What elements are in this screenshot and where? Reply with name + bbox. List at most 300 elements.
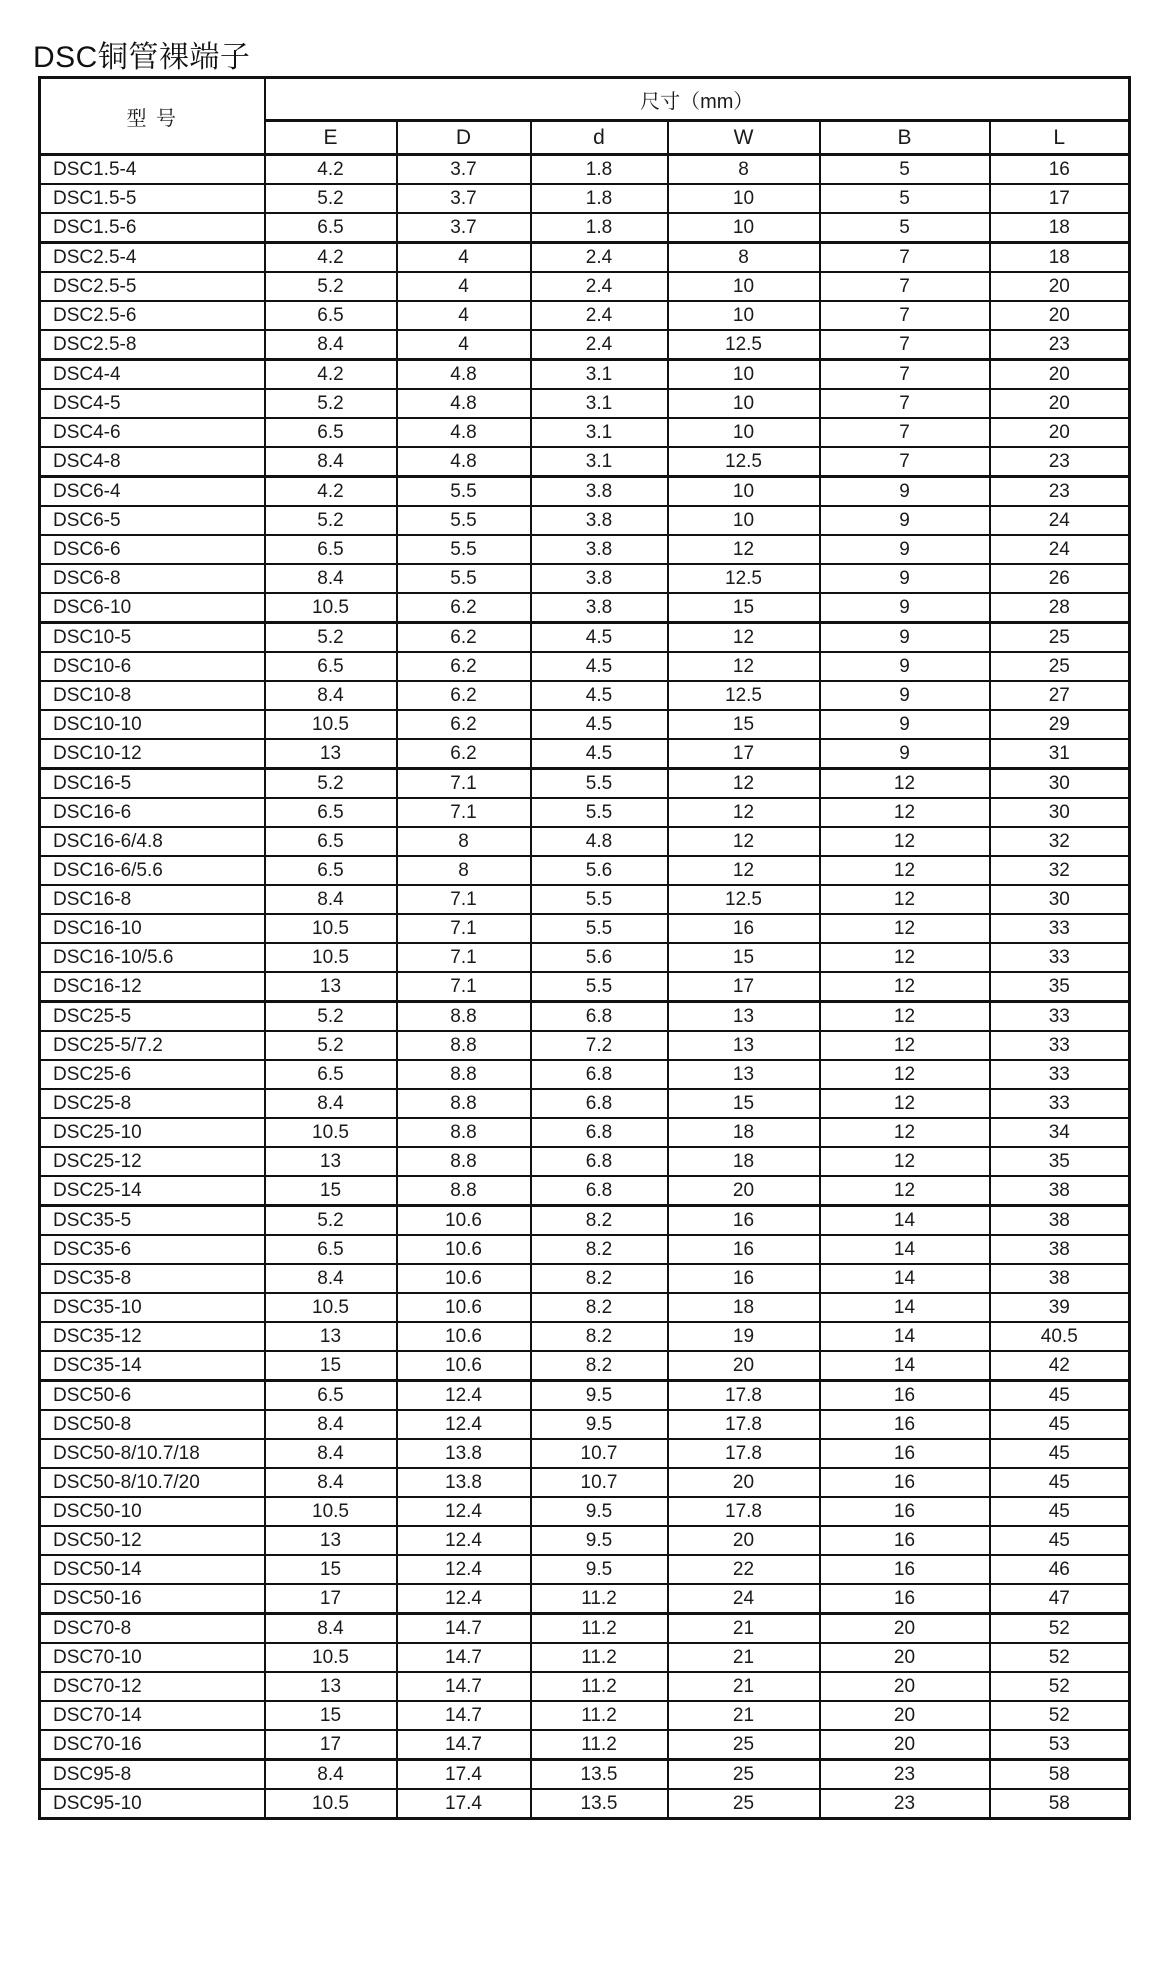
value-cell-L: 35 <box>990 972 1130 1002</box>
value-cell-E: 13 <box>265 1322 397 1351</box>
table-row <box>40 943 1130 972</box>
value-cell-L: 47 <box>990 1584 1130 1614</box>
value-cell-d: 6.8 <box>531 1002 668 1032</box>
value-cell-D: 3.7 <box>397 155 531 185</box>
value-cell-D: 8.8 <box>397 1147 531 1176</box>
value-cell-E: 4.2 <box>265 360 397 390</box>
table-row <box>40 1381 1130 1411</box>
value-cell-D: 10.6 <box>397 1293 531 1322</box>
table-row <box>40 1060 1130 1089</box>
value-cell-W: 10 <box>668 477 820 507</box>
model-cell: DSC35-6 <box>40 1235 265 1264</box>
table-row <box>40 272 1130 301</box>
value-cell-d: 11.2 <box>531 1701 668 1730</box>
value-cell-E: 6.5 <box>265 418 397 447</box>
value-cell-L: 35 <box>990 1147 1130 1176</box>
model-cell: DSC1.5-5 <box>40 184 265 213</box>
value-cell-D: 10.6 <box>397 1206 531 1236</box>
value-cell-W: 17.8 <box>668 1381 820 1411</box>
model-cell: DSC35-8 <box>40 1264 265 1293</box>
value-cell-L: 24 <box>990 506 1130 535</box>
table-row <box>40 885 1130 914</box>
table-body <box>40 155 1130 1819</box>
value-cell-B: 20 <box>820 1672 990 1701</box>
table-row <box>40 1468 1130 1497</box>
value-cell-B: 5 <box>820 184 990 213</box>
value-cell-W: 17.8 <box>668 1497 820 1526</box>
table-row <box>40 1235 1130 1264</box>
model-cell: DSC50-8/10.7/20 <box>40 1468 265 1497</box>
value-cell-D: 8.8 <box>397 1060 531 1089</box>
value-cell-D: 12.4 <box>397 1555 531 1584</box>
dimensions-group-header: 尺寸（mm） <box>265 78 1130 121</box>
table-row <box>40 1701 1130 1730</box>
value-cell-d: 3.8 <box>531 477 668 507</box>
model-cell: DSC4-5 <box>40 389 265 418</box>
model-cell: DSC4-4 <box>40 360 265 390</box>
value-cell-E: 10.5 <box>265 593 397 623</box>
value-cell-B: 14 <box>820 1351 990 1381</box>
value-cell-d: 9.5 <box>531 1526 668 1555</box>
value-cell-D: 4 <box>397 301 531 330</box>
value-cell-B: 20 <box>820 1730 990 1760</box>
model-cell: DSC16-12 <box>40 972 265 1002</box>
value-cell-E: 6.5 <box>265 1381 397 1411</box>
value-cell-E: 4.2 <box>265 155 397 185</box>
table-row <box>40 593 1130 623</box>
value-cell-D: 8.8 <box>397 1031 531 1060</box>
table-row <box>40 1031 1130 1060</box>
value-cell-E: 6.5 <box>265 798 397 827</box>
table-row <box>40 1147 1130 1176</box>
value-cell-E: 13 <box>265 1147 397 1176</box>
table-row <box>40 1643 1130 1672</box>
value-cell-E: 8.4 <box>265 1439 397 1468</box>
table-row <box>40 1526 1130 1555</box>
value-cell-W: 21 <box>668 1672 820 1701</box>
value-cell-L: 23 <box>990 330 1130 360</box>
table-row <box>40 418 1130 447</box>
value-cell-d: 5.6 <box>531 856 668 885</box>
value-cell-B: 5 <box>820 155 990 185</box>
table-row <box>40 564 1130 593</box>
value-cell-B: 16 <box>820 1584 990 1614</box>
value-cell-E: 6.5 <box>265 827 397 856</box>
value-cell-W: 8 <box>668 243 820 273</box>
value-cell-d: 3.1 <box>531 389 668 418</box>
value-cell-D: 8.8 <box>397 1002 531 1032</box>
value-cell-D: 12.4 <box>397 1381 531 1411</box>
value-cell-E: 8.4 <box>265 681 397 710</box>
value-cell-L: 25 <box>990 652 1130 681</box>
table-row <box>40 914 1130 943</box>
value-cell-L: 33 <box>990 1031 1130 1060</box>
value-cell-D: 5.5 <box>397 477 531 507</box>
value-cell-L: 18 <box>990 243 1130 273</box>
value-cell-W: 15 <box>668 593 820 623</box>
value-cell-d: 3.8 <box>531 564 668 593</box>
table-row <box>40 1176 1130 1206</box>
value-cell-d: 6.8 <box>531 1147 668 1176</box>
value-cell-B: 9 <box>820 710 990 739</box>
value-cell-L: 30 <box>990 885 1130 914</box>
table-row <box>40 330 1130 360</box>
value-cell-W: 21 <box>668 1643 820 1672</box>
value-cell-L: 42 <box>990 1351 1130 1381</box>
value-cell-E: 6.5 <box>265 213 397 243</box>
value-cell-D: 7.1 <box>397 972 531 1002</box>
value-cell-E: 10.5 <box>265 1293 397 1322</box>
table-row <box>40 652 1130 681</box>
value-cell-B: 7 <box>820 272 990 301</box>
model-cell: DSC10-5 <box>40 623 265 653</box>
value-cell-W: 12 <box>668 535 820 564</box>
value-cell-d: 11.2 <box>531 1672 668 1701</box>
value-cell-D: 14.7 <box>397 1672 531 1701</box>
value-cell-D: 6.2 <box>397 593 531 623</box>
value-cell-E: 6.5 <box>265 301 397 330</box>
value-cell-E: 8.4 <box>265 1264 397 1293</box>
value-cell-W: 12.5 <box>668 447 820 477</box>
value-cell-D: 4 <box>397 330 531 360</box>
value-cell-W: 20 <box>668 1351 820 1381</box>
value-cell-D: 8 <box>397 827 531 856</box>
value-cell-B: 16 <box>820 1381 990 1411</box>
value-cell-L: 38 <box>990 1206 1130 1236</box>
value-cell-W: 10 <box>668 506 820 535</box>
value-cell-E: 17 <box>265 1584 397 1614</box>
value-cell-W: 19 <box>668 1322 820 1351</box>
value-cell-d: 1.8 <box>531 213 668 243</box>
value-cell-L: 46 <box>990 1555 1130 1584</box>
value-cell-d: 8.2 <box>531 1322 668 1351</box>
value-cell-W: 18 <box>668 1293 820 1322</box>
value-cell-B: 16 <box>820 1497 990 1526</box>
value-cell-L: 31 <box>990 739 1130 769</box>
table-row <box>40 623 1130 653</box>
value-cell-B: 23 <box>820 1760 990 1790</box>
value-cell-D: 4.8 <box>397 389 531 418</box>
value-cell-W: 12 <box>668 652 820 681</box>
value-cell-B: 9 <box>820 564 990 593</box>
value-cell-L: 33 <box>990 1060 1130 1089</box>
model-cell: DSC25-5/7.2 <box>40 1031 265 1060</box>
value-cell-L: 33 <box>990 1002 1130 1032</box>
value-cell-B: 12 <box>820 1031 990 1060</box>
value-cell-L: 45 <box>990 1410 1130 1439</box>
table-row <box>40 1351 1130 1381</box>
value-cell-E: 8.4 <box>265 330 397 360</box>
model-cell: DSC6-8 <box>40 564 265 593</box>
column-header-E: E <box>265 121 397 155</box>
model-cell: DSC50-12 <box>40 1526 265 1555</box>
model-cell: DSC70-16 <box>40 1730 265 1760</box>
value-cell-d: 11.2 <box>531 1643 668 1672</box>
value-cell-D: 3.7 <box>397 213 531 243</box>
value-cell-E: 5.2 <box>265 1031 397 1060</box>
model-cell: DSC16-6/5.6 <box>40 856 265 885</box>
value-cell-d: 8.2 <box>531 1293 668 1322</box>
value-cell-B: 12 <box>820 914 990 943</box>
value-cell-E: 5.2 <box>265 769 397 799</box>
value-cell-d: 2.4 <box>531 243 668 273</box>
value-cell-B: 9 <box>820 535 990 564</box>
value-cell-B: 12 <box>820 827 990 856</box>
value-cell-B: 14 <box>820 1264 990 1293</box>
value-cell-L: 20 <box>990 272 1130 301</box>
table-row <box>40 972 1130 1002</box>
value-cell-d: 10.7 <box>531 1439 668 1468</box>
value-cell-E: 10.5 <box>265 914 397 943</box>
value-cell-W: 15 <box>668 710 820 739</box>
table-row <box>40 710 1130 739</box>
column-header-d: d <box>531 121 668 155</box>
value-cell-d: 8.2 <box>531 1264 668 1293</box>
model-cell: DSC6-5 <box>40 506 265 535</box>
value-cell-W: 12.5 <box>668 564 820 593</box>
model-cell: DSC6-6 <box>40 535 265 564</box>
value-cell-d: 3.8 <box>531 593 668 623</box>
value-cell-W: 21 <box>668 1701 820 1730</box>
value-cell-B: 7 <box>820 360 990 390</box>
value-cell-d: 2.4 <box>531 330 668 360</box>
value-cell-L: 52 <box>990 1643 1130 1672</box>
value-cell-d: 5.5 <box>531 798 668 827</box>
value-cell-W: 24 <box>668 1584 820 1614</box>
value-cell-L: 16 <box>990 155 1130 185</box>
value-cell-d: 2.4 <box>531 301 668 330</box>
value-cell-D: 4.8 <box>397 447 531 477</box>
value-cell-W: 16 <box>668 1235 820 1264</box>
model-cell: DSC4-8 <box>40 447 265 477</box>
value-cell-L: 45 <box>990 1497 1130 1526</box>
value-cell-E: 10.5 <box>265 1789 397 1819</box>
model-cell: DSC70-8 <box>40 1614 265 1644</box>
model-cell: DSC70-12 <box>40 1672 265 1701</box>
value-cell-d: 6.8 <box>531 1118 668 1147</box>
value-cell-B: 9 <box>820 593 990 623</box>
model-cell: DSC16-6/4.8 <box>40 827 265 856</box>
value-cell-E: 8.4 <box>265 1410 397 1439</box>
value-cell-d: 13.5 <box>531 1760 668 1790</box>
model-cell: DSC10-10 <box>40 710 265 739</box>
value-cell-d: 3.8 <box>531 535 668 564</box>
value-cell-L: 33 <box>990 1089 1130 1118</box>
value-cell-W: 13 <box>668 1002 820 1032</box>
value-cell-B: 16 <box>820 1439 990 1468</box>
model-cell: DSC50-6 <box>40 1381 265 1411</box>
value-cell-D: 6.2 <box>397 710 531 739</box>
value-cell-L: 52 <box>990 1701 1130 1730</box>
value-cell-W: 16 <box>668 914 820 943</box>
value-cell-L: 33 <box>990 943 1130 972</box>
value-cell-E: 6.5 <box>265 1235 397 1264</box>
value-cell-d: 10.7 <box>531 1468 668 1497</box>
value-cell-W: 17.8 <box>668 1439 820 1468</box>
value-cell-L: 33 <box>990 914 1130 943</box>
table-row <box>40 1264 1130 1293</box>
value-cell-L: 52 <box>990 1614 1130 1644</box>
value-cell-W: 12 <box>668 798 820 827</box>
value-cell-E: 6.5 <box>265 652 397 681</box>
value-cell-D: 3.7 <box>397 184 531 213</box>
model-cell: DSC1.5-6 <box>40 213 265 243</box>
value-cell-d: 3.1 <box>531 447 668 477</box>
value-cell-E: 5.2 <box>265 1206 397 1236</box>
value-cell-W: 10 <box>668 301 820 330</box>
model-cell: DSC35-14 <box>40 1351 265 1381</box>
value-cell-L: 20 <box>990 301 1130 330</box>
value-cell-W: 10 <box>668 389 820 418</box>
value-cell-E: 6.5 <box>265 1060 397 1089</box>
value-cell-W: 12 <box>668 769 820 799</box>
value-cell-W: 12 <box>668 623 820 653</box>
value-cell-B: 20 <box>820 1614 990 1644</box>
value-cell-d: 9.5 <box>531 1555 668 1584</box>
value-cell-d: 4.5 <box>531 652 668 681</box>
model-cell: DSC10-12 <box>40 739 265 769</box>
dimensions-table <box>38 76 1131 1820</box>
table-row <box>40 1322 1130 1351</box>
table-row <box>40 477 1130 507</box>
model-cell: DSC70-10 <box>40 1643 265 1672</box>
value-cell-E: 6.5 <box>265 535 397 564</box>
value-cell-W: 17 <box>668 739 820 769</box>
value-cell-D: 5.5 <box>397 535 531 564</box>
value-cell-B: 14 <box>820 1235 990 1264</box>
value-cell-d: 7.2 <box>531 1031 668 1060</box>
value-cell-L: 24 <box>990 535 1130 564</box>
column-header-W: W <box>668 121 820 155</box>
value-cell-L: 40.5 <box>990 1322 1130 1351</box>
value-cell-L: 45 <box>990 1439 1130 1468</box>
value-cell-B: 12 <box>820 798 990 827</box>
value-cell-W: 25 <box>668 1789 820 1819</box>
model-cell: DSC50-10 <box>40 1497 265 1526</box>
value-cell-d: 6.8 <box>531 1060 668 1089</box>
value-cell-B: 7 <box>820 330 990 360</box>
value-cell-W: 13 <box>668 1060 820 1089</box>
value-cell-B: 16 <box>820 1555 990 1584</box>
value-cell-W: 16 <box>668 1264 820 1293</box>
value-cell-E: 10.5 <box>265 1643 397 1672</box>
value-cell-B: 9 <box>820 506 990 535</box>
table-row <box>40 447 1130 477</box>
header-row-dims <box>40 78 1130 121</box>
model-cell: DSC1.5-4 <box>40 155 265 185</box>
value-cell-D: 14.7 <box>397 1614 531 1644</box>
value-cell-E: 5.2 <box>265 1002 397 1032</box>
value-cell-B: 23 <box>820 1789 990 1819</box>
value-cell-L: 27 <box>990 681 1130 710</box>
value-cell-L: 26 <box>990 564 1130 593</box>
model-cell: DSC35-12 <box>40 1322 265 1351</box>
value-cell-d: 9.5 <box>531 1410 668 1439</box>
value-cell-L: 52 <box>990 1672 1130 1701</box>
value-cell-d: 4.5 <box>531 681 668 710</box>
model-cell: DSC6-10 <box>40 593 265 623</box>
value-cell-L: 38 <box>990 1235 1130 1264</box>
value-cell-B: 20 <box>820 1643 990 1672</box>
value-cell-E: 10.5 <box>265 1497 397 1526</box>
table-row <box>40 1584 1130 1614</box>
value-cell-W: 17 <box>668 972 820 1002</box>
table-row <box>40 1206 1130 1236</box>
table-row <box>40 535 1130 564</box>
table-row <box>40 155 1130 185</box>
value-cell-D: 14.7 <box>397 1643 531 1672</box>
value-cell-L: 20 <box>990 418 1130 447</box>
value-cell-L: 17 <box>990 184 1130 213</box>
table-row <box>40 1410 1130 1439</box>
value-cell-D: 5.5 <box>397 564 531 593</box>
model-cell: DSC25-8 <box>40 1089 265 1118</box>
value-cell-W: 13 <box>668 1031 820 1060</box>
value-cell-W: 12 <box>668 827 820 856</box>
model-cell: DSC16-10/5.6 <box>40 943 265 972</box>
value-cell-D: 4 <box>397 243 531 273</box>
value-cell-W: 10 <box>668 418 820 447</box>
value-cell-D: 6.2 <box>397 652 531 681</box>
value-cell-d: 5.6 <box>531 943 668 972</box>
value-cell-L: 45 <box>990 1381 1130 1411</box>
page-title: DSC铜管裸端子 <box>33 41 251 75</box>
value-cell-B: 12 <box>820 1060 990 1089</box>
value-cell-L: 23 <box>990 447 1130 477</box>
value-cell-D: 12.4 <box>397 1497 531 1526</box>
value-cell-L: 45 <box>990 1468 1130 1497</box>
table-row <box>40 243 1130 273</box>
value-cell-B: 12 <box>820 972 990 1002</box>
value-cell-D: 12.4 <box>397 1584 531 1614</box>
value-cell-D: 12.4 <box>397 1410 531 1439</box>
table-row <box>40 1789 1130 1819</box>
value-cell-d: 5.5 <box>531 769 668 799</box>
value-cell-L: 28 <box>990 593 1130 623</box>
value-cell-D: 7.1 <box>397 798 531 827</box>
column-header-L: L <box>990 121 1130 155</box>
value-cell-L: 45 <box>990 1526 1130 1555</box>
table-row <box>40 856 1130 885</box>
value-cell-D: 14.7 <box>397 1730 531 1760</box>
value-cell-D: 14.7 <box>397 1701 531 1730</box>
table-row <box>40 1089 1130 1118</box>
value-cell-B: 12 <box>820 1002 990 1032</box>
model-cell: DSC25-6 <box>40 1060 265 1089</box>
value-cell-E: 8.4 <box>265 447 397 477</box>
model-cell: DSC16-6 <box>40 798 265 827</box>
value-cell-B: 14 <box>820 1206 990 1236</box>
value-cell-L: 39 <box>990 1293 1130 1322</box>
table-row <box>40 1002 1130 1032</box>
model-column-header: 型 号 <box>40 78 265 155</box>
model-cell: DSC95-10 <box>40 1789 265 1819</box>
value-cell-W: 18 <box>668 1147 820 1176</box>
model-cell: DSC10-8 <box>40 681 265 710</box>
value-cell-W: 12 <box>668 856 820 885</box>
value-cell-D: 4.8 <box>397 418 531 447</box>
value-cell-B: 12 <box>820 885 990 914</box>
value-cell-D: 6.2 <box>397 623 531 653</box>
value-cell-E: 5.2 <box>265 272 397 301</box>
value-cell-D: 12.4 <box>397 1526 531 1555</box>
model-cell: DSC25-10 <box>40 1118 265 1147</box>
value-cell-E: 8.4 <box>265 1089 397 1118</box>
value-cell-D: 10.6 <box>397 1322 531 1351</box>
value-cell-d: 4.5 <box>531 623 668 653</box>
value-cell-B: 7 <box>820 389 990 418</box>
value-cell-B: 5 <box>820 213 990 243</box>
